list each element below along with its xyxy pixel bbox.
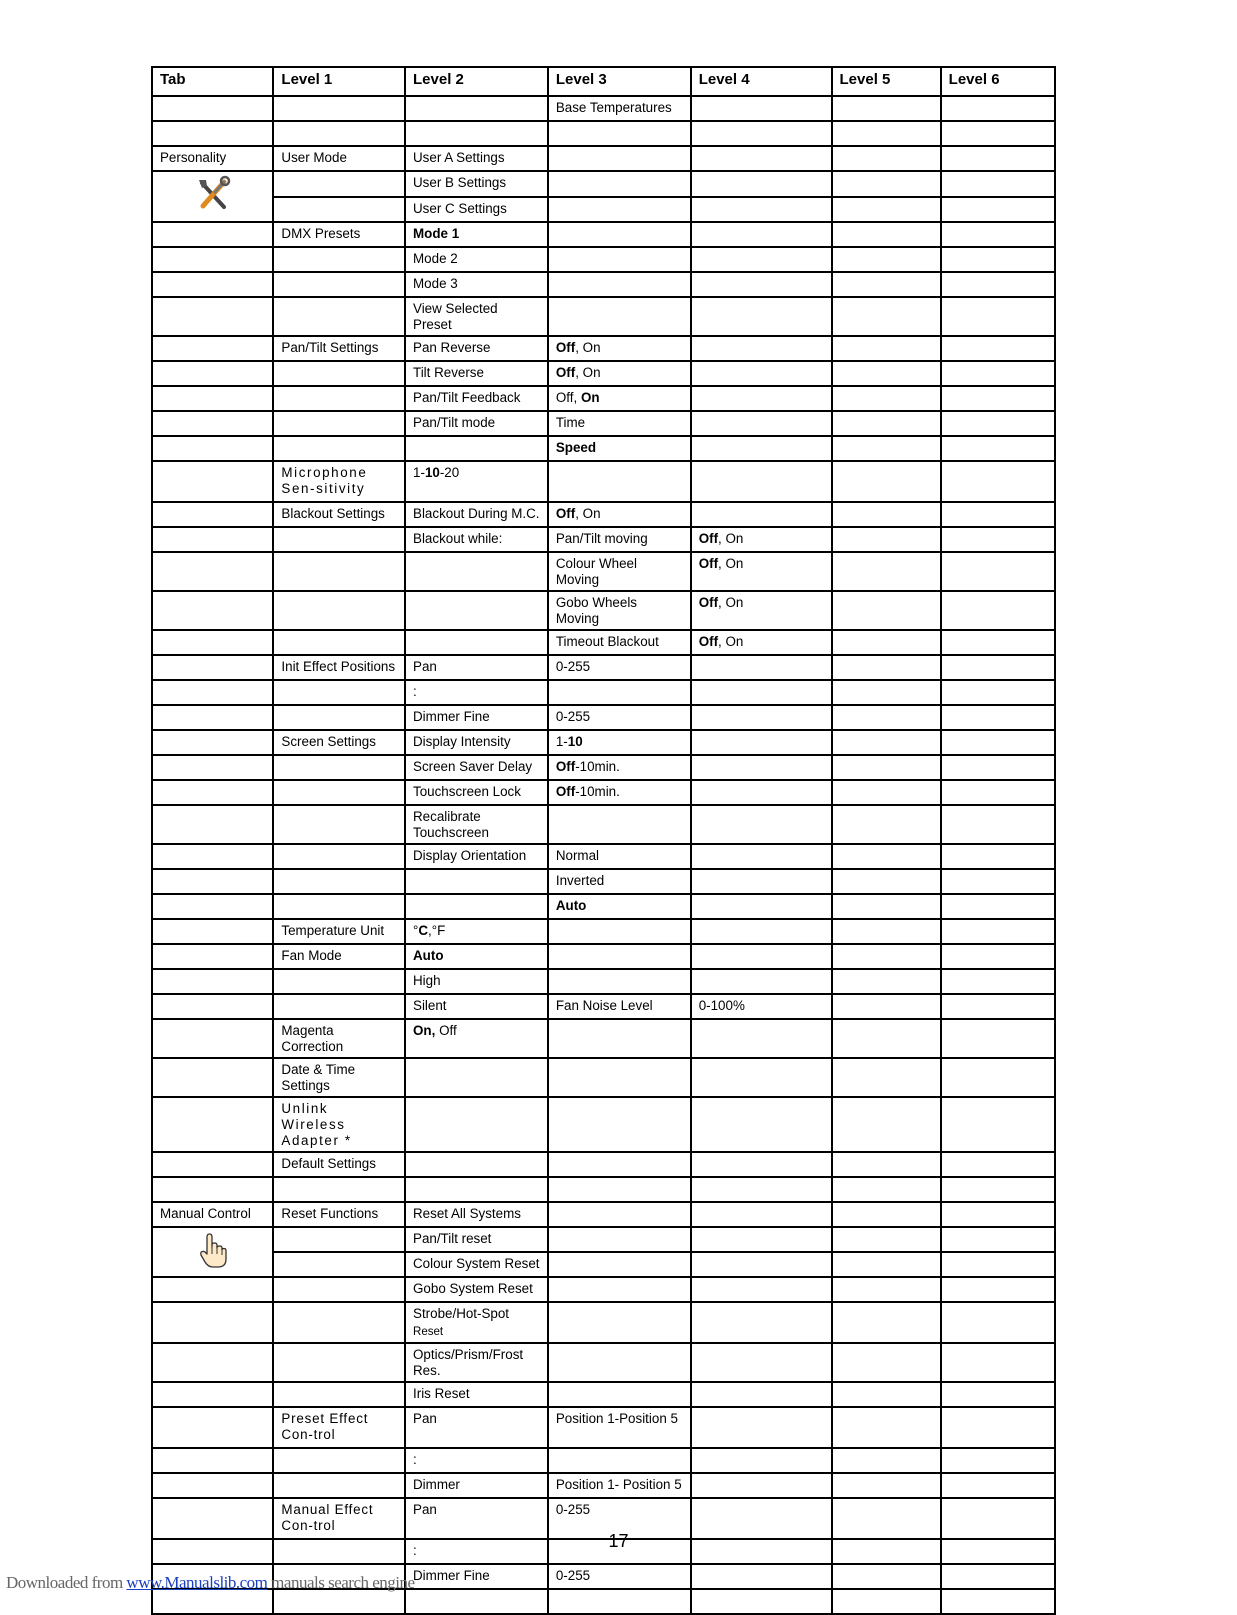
intensity-default: 10 xyxy=(567,734,583,749)
cell-pan-tilt-reset: Pan/Tilt reset xyxy=(405,1227,548,1252)
cell-reset-all-systems: Reset All Systems xyxy=(405,1202,548,1227)
cell-feedback-options xyxy=(548,386,691,411)
table-row xyxy=(152,969,1055,994)
cell-blackout-while: Blackout while: xyxy=(405,527,548,552)
cell-manual-dimmer-fine: Dimmer Fine xyxy=(405,1564,548,1589)
cell-fan-noise-level: Fan Noise Level xyxy=(548,994,691,1019)
cell-preset-pan: Pan xyxy=(405,1407,548,1448)
table-row xyxy=(152,361,1055,386)
cell-display-intensity: Display Intensity xyxy=(405,730,548,755)
cell-saver-range xyxy=(548,755,691,780)
cell-manual-pan: Pan xyxy=(405,1498,548,1539)
cell-user-c-settings: User C Settings xyxy=(405,197,548,223)
cell-pan-tilt-moving: Pan/Tilt moving xyxy=(548,527,691,552)
default-off: Off xyxy=(555,759,576,774)
cell-pan-tilt-feedback: Pan/Tilt Feedback xyxy=(405,386,548,411)
header-tab: Tab xyxy=(152,67,273,96)
table-row xyxy=(152,919,1055,944)
cell-blackout-during-mc: Blackout During M.C. xyxy=(405,502,548,527)
hand-pointer-icon xyxy=(198,1232,228,1274)
table-row xyxy=(152,755,1055,780)
table-row xyxy=(152,502,1055,527)
header-level-2: Level 2 xyxy=(405,67,548,96)
tab-personality-label: Personality xyxy=(152,146,273,171)
cell-screen-settings: Screen Settings xyxy=(273,730,405,755)
cell-timeout-options xyxy=(691,630,832,655)
table-row xyxy=(152,197,1055,223)
cell-unlink-wireless-adapter: Unlink Wireless Adapter * xyxy=(273,1097,405,1152)
cell-speed: Speed xyxy=(548,436,691,461)
menu-structure-table xyxy=(151,66,1056,1615)
cell-colour-wheel-moving: Colour Wheel Moving xyxy=(548,552,691,591)
cell-fan-silent: Silent xyxy=(405,994,548,1019)
cell-init-dimmer-fine: Dimmer Fine xyxy=(405,705,548,730)
default-off: Off xyxy=(555,506,576,521)
table-row xyxy=(152,1058,1055,1097)
cell-mode-2: Mode 2 xyxy=(405,247,548,272)
page-number: 17 xyxy=(608,1531,629,1551)
separator: , xyxy=(718,595,726,610)
cell-touchscreen-lock: Touchscreen Lock xyxy=(405,780,548,805)
cell-gobo-system-reset: Gobo System Reset xyxy=(405,1277,548,1302)
cell-magenta-options xyxy=(405,1019,548,1058)
mic-default: 10 xyxy=(424,465,440,480)
table-row xyxy=(152,461,1055,502)
table-row xyxy=(152,527,1055,552)
separator: , xyxy=(718,634,726,649)
cell-temperature-unit: Temperature Unit xyxy=(273,919,405,944)
header-level-6: Level 6 xyxy=(941,67,1055,96)
table-row xyxy=(152,730,1055,755)
cell-auto-orientation: Auto xyxy=(548,894,691,919)
footer-suffix: manuals search engine xyxy=(267,1573,415,1592)
table-row xyxy=(152,1252,1055,1277)
footer-prefix: Downloaded from xyxy=(6,1573,127,1592)
cell-inverted: Inverted xyxy=(548,869,691,894)
cell-init-ellipsis: : xyxy=(405,680,548,705)
cell-fan-auto: Auto xyxy=(405,944,548,969)
cell-reset-functions: Reset Functions xyxy=(273,1202,405,1227)
table-row xyxy=(152,944,1055,969)
cell-init-pan-range: 0-255 xyxy=(548,655,691,680)
cell-fan-mode: Fan Mode xyxy=(273,944,405,969)
header-level-4: Level 4 xyxy=(691,67,832,96)
table-row xyxy=(152,1152,1055,1177)
table-row xyxy=(152,1277,1055,1302)
default-off: Off xyxy=(698,556,719,571)
option-on: On xyxy=(725,634,744,649)
table-row xyxy=(152,1382,1055,1407)
cell-colour-system-reset: Colour System Reset xyxy=(405,1252,548,1277)
default-on: On, xyxy=(413,1023,436,1038)
cell-timeout-blackout: Timeout Blackout xyxy=(548,630,691,655)
cell-microphone-sensitivity: Microphone Sen-sitivity xyxy=(273,461,405,502)
option-on: On xyxy=(725,595,744,610)
table-row xyxy=(152,411,1055,436)
default-off: Off xyxy=(698,531,719,546)
header-row xyxy=(152,67,1055,96)
cell-screen-saver-delay: Screen Saver Delay xyxy=(405,755,548,780)
table-row xyxy=(152,171,1055,197)
tab-manual-control-label: Manual Control xyxy=(152,1202,273,1227)
table-row xyxy=(152,655,1055,680)
cell-pan-reverse: Pan Reverse xyxy=(405,336,548,361)
table-row xyxy=(152,1227,1055,1252)
option-off: Off xyxy=(435,1023,457,1038)
strobe-reset-label: Reset xyxy=(413,1326,444,1338)
cell-base-temperatures: Base Temperatures xyxy=(548,96,691,121)
default-off: Off xyxy=(698,634,719,649)
mic-max: -20 xyxy=(439,465,460,480)
table-row xyxy=(152,1097,1055,1152)
ten-min: -10min. xyxy=(575,784,620,799)
header-level-3: Level 3 xyxy=(548,67,691,96)
cell-preset-ellipsis: : xyxy=(405,1448,548,1473)
table-row xyxy=(152,297,1055,336)
table-row xyxy=(152,552,1055,591)
table-row xyxy=(152,1177,1055,1202)
table-row xyxy=(152,780,1055,805)
cell-mic-range xyxy=(405,461,548,502)
cell-preset-pan-positions: Position 1-Position 5 xyxy=(548,1407,691,1448)
tab-personality-icon-cell xyxy=(152,171,273,222)
table-row xyxy=(152,272,1055,297)
separator: , xyxy=(718,556,726,571)
ten-min: -10min. xyxy=(575,759,620,774)
cell-recalibrate-touchscreen: Recalibrate Touchscreen xyxy=(405,805,548,844)
table-row xyxy=(152,1448,1055,1473)
cell-view-selected-preset: View Selected Preset xyxy=(405,297,548,336)
cell-temp-unit-options xyxy=(405,919,548,944)
option-on: On xyxy=(582,365,601,380)
option-fahrenheit: ,°F xyxy=(428,923,446,938)
table-row xyxy=(152,705,1055,730)
header-level-5: Level 5 xyxy=(832,67,941,96)
option-on: On xyxy=(582,340,601,355)
cell-blackout-settings: Blackout Settings xyxy=(273,502,405,527)
cell-pan-tilt-settings: Pan/Tilt Settings xyxy=(273,336,405,361)
cell-lock-range xyxy=(548,780,691,805)
cell-manual-dimmer-range: 0-255 xyxy=(548,1564,691,1589)
option-on: On xyxy=(725,556,744,571)
cell-date-time-settings: Date & Time Settings xyxy=(273,1058,405,1097)
separator: , xyxy=(573,390,581,405)
table-row xyxy=(152,1019,1055,1058)
table-row xyxy=(152,630,1055,655)
cell-tilt-reverse-options xyxy=(548,361,691,386)
cell-preset-effect-control: Preset Effect Con-trol xyxy=(273,1407,405,1448)
table-row xyxy=(152,146,1055,171)
table-row xyxy=(152,1302,1055,1343)
option-on: On xyxy=(725,531,744,546)
cell-normal: Normal xyxy=(548,844,691,869)
cell-gobo-wheels-moving: Gobo Wheels Moving xyxy=(548,591,691,630)
cell-preset-dimmer: Dimmer xyxy=(405,1473,548,1498)
table-row xyxy=(152,247,1055,272)
strobe-label: Strobe/Hot-Spot xyxy=(413,1306,510,1321)
cell-mode-3: Mode 3 xyxy=(405,272,548,297)
default-on: On xyxy=(580,390,600,405)
cell-manual-pan-range: 0-255 xyxy=(548,1498,691,1539)
option-on: On xyxy=(582,506,601,521)
cell-pan-tilt-moving-options xyxy=(691,527,832,552)
table-row xyxy=(152,994,1055,1019)
cell-magenta-correction: Magenta Correction xyxy=(273,1019,405,1058)
option-off: Off xyxy=(555,390,574,405)
cell-init-pan: Pan xyxy=(405,655,548,680)
cell-strobe-hot-spot-reset xyxy=(405,1302,548,1343)
cell-iris-reset: Iris Reset xyxy=(405,1382,548,1407)
mic-min: 1- xyxy=(413,465,425,480)
default-celsius: C xyxy=(418,923,429,938)
cell-optics-prism-frost-reset: Optics/Prism/Frost Res. xyxy=(405,1343,548,1382)
cell-display-orientation: Display Orientation xyxy=(405,844,548,869)
cell-init-effect-positions: Init Effect Positions xyxy=(273,655,405,680)
table-row xyxy=(152,336,1055,361)
manualslib-link[interactable]: www.Manualslib.com xyxy=(126,1573,268,1592)
cell-manual-effect-control: Manual Effect Con-trol xyxy=(273,1498,405,1539)
table-row xyxy=(152,844,1055,869)
default-off: Off xyxy=(555,365,576,380)
cell-time: Time xyxy=(548,411,691,436)
separator: , xyxy=(718,531,726,546)
cell-intensity-range xyxy=(548,730,691,755)
cell-fan-high: High xyxy=(405,969,548,994)
table-row xyxy=(152,680,1055,705)
table-row xyxy=(152,96,1055,121)
cell-fan-noise-range: 0-100% xyxy=(691,994,832,1019)
cell-colour-moving-options xyxy=(691,552,832,591)
intensity-min: 1- xyxy=(555,734,568,749)
separator: , xyxy=(575,340,583,355)
table-row xyxy=(152,436,1055,461)
tab-manual-control-icon-cell xyxy=(152,1227,273,1277)
header-level-1: Level 1 xyxy=(273,67,405,96)
cell-pan-tilt-mode: Pan/Tilt mode xyxy=(405,411,548,436)
cell-pan-reverse-options xyxy=(548,336,691,361)
cell-init-dimmer-range: 0-255 xyxy=(548,705,691,730)
cell-tilt-reverse: Tilt Reverse xyxy=(405,361,548,386)
table-row xyxy=(152,1202,1055,1227)
tools-icon xyxy=(193,175,233,219)
cell-blackout-during-options xyxy=(548,502,691,527)
separator: , xyxy=(575,365,583,380)
cell-user-b-settings: User B Settings xyxy=(405,171,548,197)
table-row xyxy=(152,1407,1055,1448)
table-row xyxy=(152,1473,1055,1498)
default-off: Off xyxy=(698,595,719,610)
default-off: Off xyxy=(555,784,576,799)
table-row xyxy=(152,121,1055,146)
default-off: Off xyxy=(555,340,576,355)
cell-user-a-settings: User A Settings xyxy=(405,146,548,171)
cell-gobo-moving-options xyxy=(691,591,832,630)
table-row xyxy=(152,386,1055,411)
table-row xyxy=(152,1343,1055,1382)
table-row xyxy=(152,894,1055,919)
degree-sign: ° xyxy=(413,923,419,938)
cell-user-mode: User Mode xyxy=(273,146,405,171)
table-row xyxy=(152,591,1055,630)
table-row xyxy=(152,869,1055,894)
cell-dmx-presets: DMX Presets xyxy=(273,222,405,247)
cell-mode-1: Mode 1 xyxy=(405,222,548,247)
download-footer xyxy=(6,1573,415,1593)
cell-preset-dimmer-positions: Position 1- Position 5 xyxy=(548,1473,691,1498)
separator: , xyxy=(575,506,583,521)
cell-manual-ellipsis: : xyxy=(405,1539,548,1564)
table-row xyxy=(152,805,1055,844)
table-row xyxy=(152,222,1055,247)
cell-default-settings: Default Settings xyxy=(273,1152,405,1177)
